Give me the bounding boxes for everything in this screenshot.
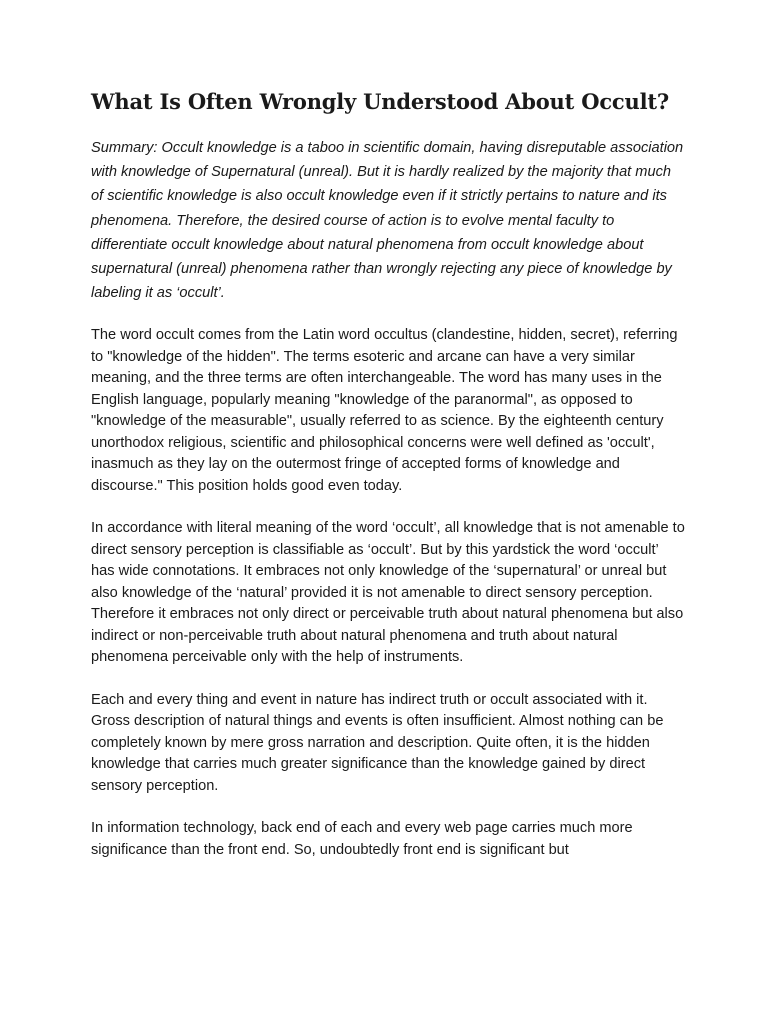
body-paragraph: Each and every thing and event in nature has indirect truth or occult associated with it. Gross description of natural things and events is often insufficient. Almost nothing can be completely known by mere gross narration and description. Quite often, it is the hidden knowledge that carries much greater significance than the knowledge gained by direct sensory perception. xyxy=(91,691,664,794)
document-title: What Is Often Wrongly Understood About Occult? xyxy=(91,89,669,114)
body-paragraph: In information technology, back end of each and every web page carries much more significance than the front end. So, undoubtedly front end is significant but xyxy=(91,820,633,858)
summary-paragraph: Summary: Occult knowledge is a taboo in scientific domain, having disreputable association with knowledge of Supernatural (unreal). But it is hardly realized by the majority that much of scientific knowledge is also occult knowledge even if it strictly pertains to nature and its phenomena. Therefore, the desired course of action is to evolve mental faculty to differentiate occult knowledge about natural phenomena from occult knowledge about supernatural (unreal) phenomena rather than wrongly rejecting any piece of knowledge by labeling it as ‘occult’. xyxy=(91,140,684,302)
document-page xyxy=(91,88,685,882)
body-paragraph: In accordance with literal meaning of the word ‘occult’, all knowledge that is not amenable to direct sensory perception is classifiable as ‘occult’. But by this yardstick the word ‘occult’ has wide connotations. It embraces not only knowledge of the ‘supernatural’ or unreal but also knowledge of the ‘natural’ provided it is not amenable to direct sensory perception. Therefore it embraces not only direct or perceivable truth about natural phenomena but also indirect or non-perceivable truth about natural phenomena and truth about natural phenomena perceivable only with the help of instruments. xyxy=(91,520,685,666)
body-paragraph: The word occult comes from the Latin word occultus (clandestine, hidden, secret), referring to "knowledge of the hidden". The terms esoteric and arcane can have a very similar meaning, and the three terms are often interchangeable. The word has many uses in the English language, popularly meaning "knowledge of the paranormal", as opposed to "knowledge of the measurable", usually referred to as science. By the eighteenth century unorthodox religious, scientific and philosophical concerns were well defined as 'occult', inasmuch as they lay on the outermost fringe of accepted forms of knowledge and discourse." This position holds good even today. xyxy=(91,327,678,494)
